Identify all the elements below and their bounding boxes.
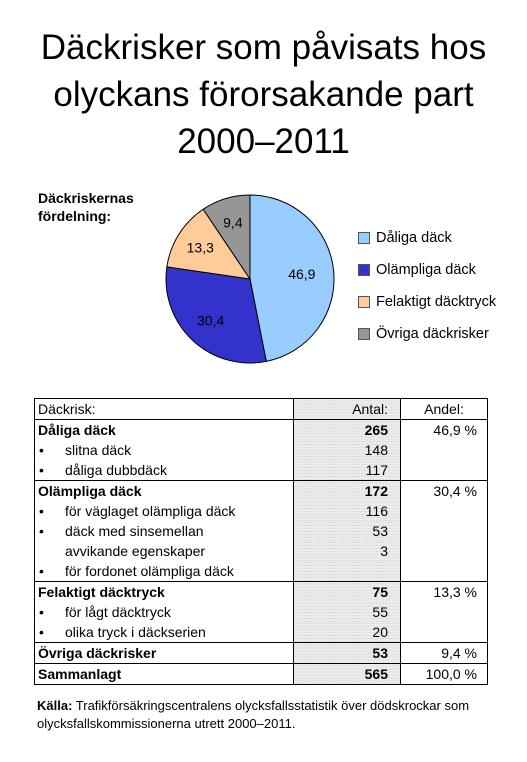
row-antal: 20 xyxy=(294,622,401,643)
legend-swatch xyxy=(358,232,370,244)
tire-risk-table xyxy=(34,398,488,685)
pie-data-label: 9,4 xyxy=(223,214,243,231)
legend-swatch xyxy=(358,296,370,308)
row-name xyxy=(35,602,294,622)
row-name xyxy=(35,582,294,603)
row-name xyxy=(35,643,294,664)
row-label: avvikande egenskaper xyxy=(65,542,206,559)
pie-data-label: 13,3 xyxy=(186,239,214,256)
chart-legend xyxy=(358,222,496,350)
row-label: Dåliga däck xyxy=(38,421,116,438)
row-antal: 117 xyxy=(294,460,401,481)
table-row xyxy=(35,501,488,521)
row-antal: 55 xyxy=(294,602,401,622)
row-antal: 75 xyxy=(294,582,401,603)
row-name xyxy=(35,460,294,481)
row-andel xyxy=(401,501,488,521)
pie-data-label: 46,9 xyxy=(288,265,316,282)
pie-caption-line-1: Däckriskernas xyxy=(38,190,134,206)
legend-item xyxy=(358,286,496,318)
pie-caption-line-2: fördelning: xyxy=(38,208,112,224)
row-andel xyxy=(401,561,488,582)
legend-label: Övriga däckrisker xyxy=(376,326,489,342)
table-header-row xyxy=(35,399,488,420)
source-text: Trafikförsäkringscentralens olycksfallsstatistik över dödskrockar som olycksfallskommissionerna utrett 2000–2011. xyxy=(37,698,470,731)
row-name xyxy=(35,664,294,685)
row-label: Sammanlagt xyxy=(38,665,122,682)
row-label: Olämpliga däck xyxy=(38,482,142,499)
pie-caption xyxy=(38,189,134,225)
row-name xyxy=(35,622,294,643)
bullet-icon: • xyxy=(39,562,44,579)
header-name: Däckrisk: xyxy=(35,399,294,420)
table-row xyxy=(35,481,488,502)
legend-item xyxy=(358,318,496,350)
table-row xyxy=(35,561,488,582)
row-andel xyxy=(401,622,488,643)
row-label: för fordonet olämpliga däck xyxy=(65,562,234,579)
table-row xyxy=(35,460,488,481)
row-label: Felaktigt däcktryck xyxy=(38,583,165,600)
row-andel xyxy=(401,541,488,561)
row-label: olika tryck i däckserien xyxy=(65,623,206,640)
row-andel: 100,0 % xyxy=(401,664,488,685)
row-andel xyxy=(401,460,488,481)
title-line-2: olyckans förorsakande part xyxy=(53,75,474,114)
title-line-1: Däckrisker som påvisats hos xyxy=(40,28,487,67)
legend-swatch xyxy=(358,328,370,340)
row-label: Övriga däckrisker xyxy=(38,644,157,661)
row-name xyxy=(35,440,294,460)
title-line-3: 2000–2011 xyxy=(177,122,350,161)
table-row xyxy=(35,643,488,664)
table-row xyxy=(35,521,488,541)
bullet-icon: • xyxy=(39,623,44,640)
table-row xyxy=(35,622,488,643)
header-andel: Andel: xyxy=(401,399,488,420)
table-row xyxy=(35,541,488,561)
table-row xyxy=(35,602,488,622)
row-antal: 3 xyxy=(294,541,401,561)
legend-swatch xyxy=(358,264,370,276)
row-label: för väglaget olämpliga däck xyxy=(65,502,236,519)
row-andel xyxy=(401,440,488,460)
row-label: dåliga dubbdäck xyxy=(65,461,167,478)
row-name xyxy=(35,541,294,561)
table-body xyxy=(35,399,488,685)
row-andel: 9,4 % xyxy=(401,643,488,664)
legend-label: Dåliga däck xyxy=(376,230,452,246)
legend-label: Felaktigt däcktryck xyxy=(376,294,497,310)
source-note xyxy=(37,697,497,733)
table-row xyxy=(35,664,488,685)
row-andel xyxy=(401,521,488,541)
legend-label: Olämpliga däck xyxy=(376,262,476,278)
row-antal: 148 xyxy=(294,440,401,460)
row-name xyxy=(35,481,294,502)
bullet-icon: • xyxy=(39,603,44,620)
bullet-icon: • xyxy=(39,522,44,539)
row-andel: 30,4 % xyxy=(401,481,488,502)
page-title xyxy=(0,24,527,165)
table-row xyxy=(35,420,488,441)
row-antal: 116 xyxy=(294,501,401,521)
row-andel xyxy=(401,602,488,622)
bullet-icon: • xyxy=(39,441,44,458)
row-label: slitna däck xyxy=(65,441,132,458)
row-antal: 265 xyxy=(294,420,401,441)
row-antal: 53 xyxy=(294,521,401,541)
table-row xyxy=(35,440,488,460)
row-andel: 46,9 % xyxy=(401,420,488,441)
pie-chart xyxy=(160,190,340,370)
row-antal: 565 xyxy=(294,664,401,685)
row-antal: 53 xyxy=(294,643,401,664)
bullet-icon: • xyxy=(39,502,44,519)
pie-data-label: 30,4 xyxy=(197,312,225,329)
source-label: Källa: xyxy=(37,698,73,713)
row-name xyxy=(35,521,294,541)
row-label: för lågt däcktryck xyxy=(65,603,171,620)
row-label: däck med sinsemellan xyxy=(65,522,204,539)
legend-item xyxy=(358,254,496,286)
row-name xyxy=(35,420,294,441)
row-name xyxy=(35,501,294,521)
header-antal: Antal: xyxy=(294,399,401,420)
row-name xyxy=(35,561,294,582)
row-antal xyxy=(294,561,401,582)
row-antal: 172 xyxy=(294,481,401,502)
bullet-icon: • xyxy=(39,461,44,478)
legend-item xyxy=(358,222,496,254)
table-row xyxy=(35,582,488,603)
row-andel: 13,3 % xyxy=(401,582,488,603)
